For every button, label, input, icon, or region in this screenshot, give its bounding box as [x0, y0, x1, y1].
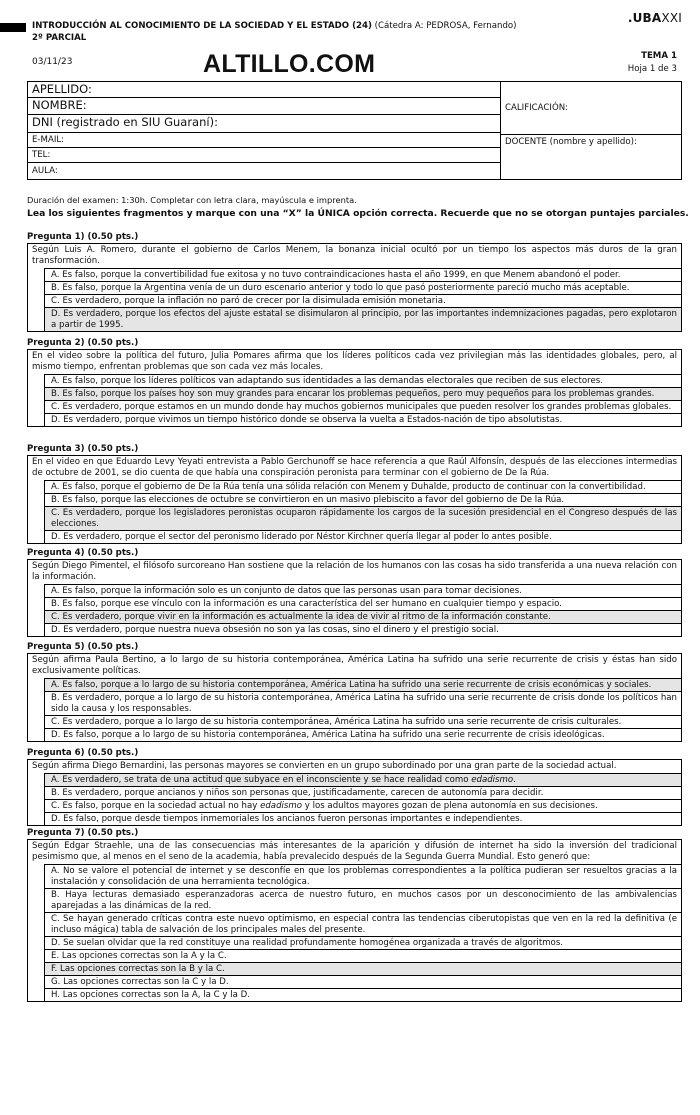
option-a[interactable]: A. Es verdadero, se trata de una actitud que subyace en el inconsciente y se hace realidad como edadismo. [44, 773, 681, 786]
option-c[interactable]: C. Es verdadero, porque a lo largo de su historia contemporánea, América Latina ha sufrido una serie recurrente de crisis culturales. [44, 715, 681, 728]
question-stem: Según Luis A. Romero, durante el gobierno de Carlos Menem, la bonanza inicial ocultó por un tiempo los aspectos más duros de la gran transformación. [32, 245, 677, 266]
option-b[interactable]: B. Es verdadero, porque ancianos y niños son personas que, justificadamente, carecen de autonomía para decidir. [44, 786, 681, 799]
instructions: Lea los siguientes fragmentos y marque con una “X” la ÚNICA opción correcta. Recuerde que no se otorgan puntajes parciales. [27, 208, 689, 219]
option-d[interactable]: D. Es falso, porque desde tiempos inmemoriales los ancianos fueron personas importantes e independientes. [44, 812, 681, 825]
question-3 [27, 444, 682, 544]
question-title: Pregunta 5) (0.50 pts.) [27, 642, 139, 652]
question-title: Pregunta 7) (0.50 pts.) [27, 828, 139, 838]
watermark: ALTILLO.COM [203, 50, 376, 78]
option-c[interactable]: C. Es verdadero, porque la inflación no paró de crecer por la disimulada emisión monetaria. [44, 294, 681, 307]
option-c[interactable]: C. Es verdadero, porque vivir en la información es actualmente la idea de vivir al ritmo de la información constante. [44, 610, 681, 623]
nombre-field[interactable]: NOMBRE: [28, 98, 500, 115]
question-title: Pregunta 3) (0.50 pts.) [27, 444, 139, 454]
option-b[interactable]: B. Es falso, porque ese vínculo con la información es una característica del ser humano en cualquier tiempo y espacio. [44, 597, 681, 610]
option-d[interactable]: D. Es verdadero, porque los efectos del ajuste estatal se disimularon al principio, por las importantes indemnizaciones pagadas, pero explotaron a partir de 1995. [44, 307, 681, 331]
page-count: Hoja 1 de 3 [627, 64, 677, 74]
option-a[interactable]: A. Es falso, porque los líderes políticos van adaptando sus identidades a las demandas electorales que reciben de sus electores. [44, 374, 681, 387]
exam-date: 03/11/23 [32, 57, 73, 67]
email-field[interactable]: E-MAIL: [28, 133, 500, 148]
question-title: Pregunta 4) (0.50 pts.) [27, 548, 139, 558]
question-box [27, 349, 682, 427]
question-box [27, 653, 682, 742]
question-stem: Según afirma Diego Bernardini, las personas mayores se convierten en un grupo subordinado por una gran parte de la sociedad actual. [32, 761, 617, 771]
option-c[interactable]: C. Es falso, porque en la sociedad actual no hay edadismo y los adultos mayores gozan de plena autonomía en sus decisiones. [44, 799, 681, 812]
question-box [27, 559, 682, 637]
exam-subtitle: 2º PARCIAL [32, 33, 87, 43]
question-2 [27, 338, 682, 427]
question-1 [27, 232, 682, 332]
option-c[interactable]: C. Se hayan generado críticas contra este nuevo optimismo, en especial contra las tendencias ciberutopistas que ven en la red la definitiva (e incluso mágica) tabla de salvación de los principales males del presente. [44, 912, 681, 936]
question-box [27, 759, 682, 826]
option-d[interactable]: D. Se suelan olvidar que la red constituye una realidad profundamente homogénea organizada a través de algoritmos. [44, 936, 681, 949]
question-box [27, 839, 682, 1002]
question-stem: Según afirma Paula Bertino, a lo largo de su historia contemporánea, América Latina ha sufrido una serie recurrente de crisis y éstas han sido exclusivamente políticas. [32, 655, 677, 676]
option-e[interactable]: E. Las opciones correctas son la A y la C. [44, 949, 681, 962]
question-title: Pregunta 2) (0.50 pts.) [27, 338, 139, 348]
option-a[interactable]: A. Es falso, porque la información solo es un conjunto de datos que las personas usan para tomar decisiones. [44, 584, 681, 597]
course-title: INTRODUCCIÓN AL CONOCIMIENTO DE LA SOCIEDAD Y EL ESTADO (24) (Cátedra A: PEDROSA, Fernando) [32, 21, 517, 31]
aula-field[interactable]: AULA: [32, 166, 58, 176]
question-stem: En el video en que Eduardo Levy Yeyati entrevista a Pablo Gerchunoff se hace referencia a que Raúl Alfonsín, después de las elecciones intermedias de octubre de 2001, se dio cuenta de que había una conspiración peronista para terminar con el gobierno de De la Rúa. [32, 457, 677, 478]
question-stem: Según Diego Pimentel, el filósofo surcoreano Han sostiene que la relación de los humanos con las cosas ha sido transferida a una nueva relación con la información. [32, 561, 677, 582]
question-stem: En el video sobre la política del futuro, Julia Pomares afirma que los líderes políticos cada vez privilegian más las identidades globales, pero, al mismo tiempo, enfrentan problemas que son cada vez más locales. [32, 351, 677, 372]
option-a[interactable]: A. Es falso, porque la convertibilidad fue exitosa y no tuvo contraindicaciones hasta el año 1999, en que Menem abandonó el poder. [44, 268, 681, 281]
option-b[interactable]: B. Es falso, porque los países hoy son muy grandes para encarar los problemas pequeños, pero muy pequeños para los problemas grandes. [44, 387, 681, 400]
option-b[interactable]: B. Haya lecturas demasiado esperanzadoras acerca de nuestro futuro, en muchos casos por un desconocimiento de las ambivalencias aparejadas a las dinámicas de la red. [44, 888, 681, 912]
option-d[interactable]: D. Es verdadero, porque vivimos un tiempo histórico donde se observa la vuelta a Estados-nación de tipo absolutistas. [44, 413, 681, 426]
question-5 [27, 642, 682, 742]
option-b[interactable]: B. Es falso, porque las elecciones de octubre se convirtieron en un masivo plebiscito a favor del gobierno de De la Rúa. [44, 493, 681, 506]
option-a[interactable]: A. Es falso, porque a lo largo de su historia contemporánea, América Latina ha sufrido una serie recurrente de crisis económicas y sociales. [44, 678, 681, 691]
option-g[interactable]: G. Las opciones correctas son la C y la D. [44, 975, 681, 988]
option-a[interactable]: A. Es falso, porque el gobierno de De la Rúa tenía una sólida relación con Menem y Duhalde, producto de continuar con la convertibilidad. [44, 480, 681, 493]
option-d[interactable]: D. Es verdadero, porque el sector del peronismo liderado por Néstor Kirchner quería llegar al poder lo antes posible. [44, 530, 681, 543]
question-box [27, 243, 682, 332]
docente-label: DOCENTE (nombre y apellido): [505, 137, 637, 147]
question-4 [27, 548, 682, 637]
student-fields [28, 82, 501, 179]
dni-field[interactable]: DNI (registrado en SIU Guaraní): [28, 115, 500, 133]
question-7 [27, 828, 682, 1002]
option-c[interactable]: C. Es verdadero, porque estamos en un mundo donde hay muchos gobiernos municipales que pueden resolver los grandes problemas globales. [44, 400, 681, 413]
question-6 [27, 748, 682, 826]
calificacion-label: CALIFICACIÓN: [505, 103, 569, 113]
question-stem: Según Edgar Straehle, una de las consecuencias más interesantes de la aparición y difusión de internet ha sido la inversión del tradicional pesimismo que, al menos en el seno de la academia, había prevalecido después de la Segunda Guerra Mundial. Esto generó que: [32, 841, 677, 862]
student-info-table [27, 81, 682, 180]
tema-label: TEMA 1 [641, 51, 677, 61]
option-a[interactable]: A. No se valore el potencial de internet y se desconfíe en que los problemas correspondientes a la política pudieran ser resueltos gracias a la instalación y consolidación de una herramienta tecnológica. [44, 864, 681, 888]
question-title: Pregunta 1) (0.50 pts.) [27, 232, 139, 242]
option-b[interactable]: B. Es verdadero, porque a lo largo de su historia contemporánea, América Latina ha sufrido una serie recurrente de crisis donde los políticos han sido la causa y los responsables. [44, 691, 681, 715]
catedra: (Cátedra A: PEDROSA, Fernando) [371, 21, 517, 31]
option-d[interactable]: D. Es falso, porque a lo largo de su historia contemporánea, América Latina ha sufrido una serie recurrente de crisis ideológicas. [44, 728, 681, 741]
uba-logo: .UBAXXI [627, 11, 682, 25]
question-title: Pregunta 6) (0.50 pts.) [27, 748, 139, 758]
option-c[interactable]: C. Es verdadero, porque los legisladores peronistas ocuparon rápidamente los cargos de la sucesión presidencial en el Congreso después de las elecciones. [44, 506, 681, 530]
duracion-text: Duración del examen: 1:30h. Completar con letra clara, mayúscula e imprenta. [27, 195, 357, 205]
option-d[interactable]: D. Es verdadero, porque nuestra nueva obsesión no son ya las cosas, sino el dinero y el prestigio social. [44, 623, 681, 636]
apellido-field[interactable]: APELLIDO: [28, 82, 500, 98]
black-bar [0, 23, 26, 32]
option-f[interactable]: F. Las opciones correctas son la B y la C. [44, 962, 681, 975]
option-h[interactable]: H. Las opciones correctas son la A, la C y la D. [44, 988, 681, 1001]
tel-field[interactable]: TEL: [28, 148, 500, 163]
option-b[interactable]: B. Es falso, porque la Argentina venía de un duro escenario anterior y todo lo que pasó posteriormente pareció mucho más aceptable. [44, 281, 681, 294]
question-box [27, 455, 682, 544]
right-divider [500, 134, 681, 135]
